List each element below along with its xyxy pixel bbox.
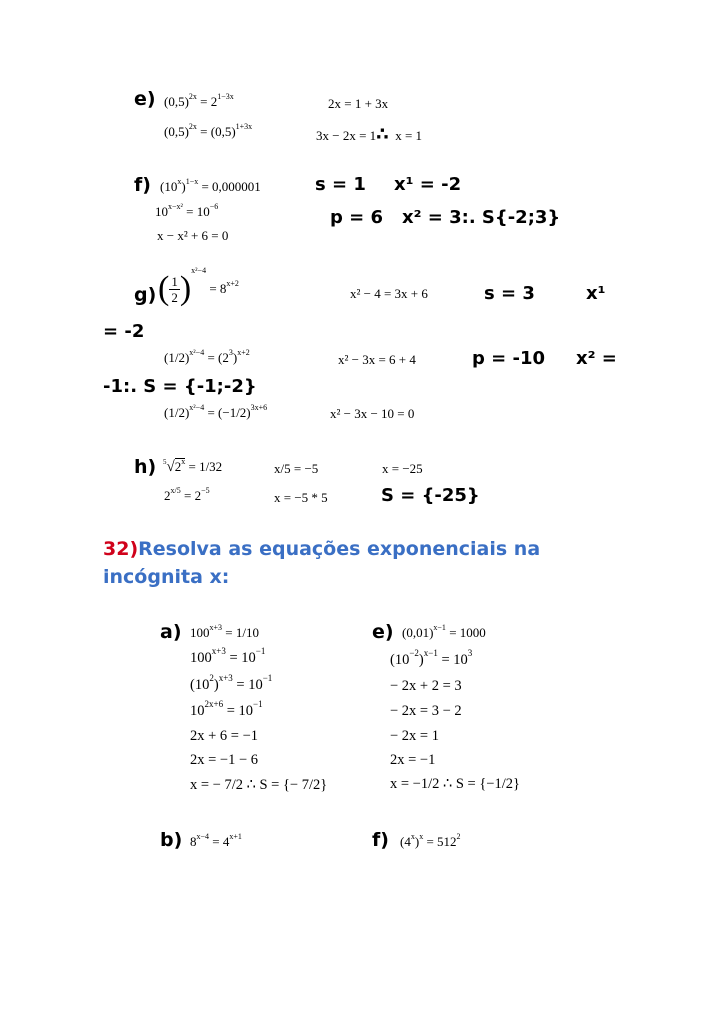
- item-b-label: b): [160, 829, 183, 851]
- item-h-step1: x/5 = −5: [274, 461, 319, 476]
- item-e2-label: e): [372, 621, 394, 643]
- item-a-line4: $10^{2x+6} = 10^{-1}$: [190, 699, 263, 719]
- item-e2-line1: $(0,01)^{x-1} = 1000$: [402, 623, 486, 640]
- item-e-right2: 3x − 2x = 1∴ x = 1: [316, 124, 423, 145]
- item-f-line3: x − x² + 6 = 0: [157, 228, 229, 243]
- item-g-step3: x² − 3x − 10 = 0: [330, 406, 415, 421]
- item-g-solution: -1:. S = {-1;-2}: [103, 376, 257, 397]
- item-e-label: e): [134, 88, 156, 110]
- item-a-solution: x = − 7/2 ∴ S = {− 7/2}: [190, 777, 328, 793]
- item-e-right1: 2x = 1 + 3x: [328, 96, 389, 111]
- item-e2-line6: 2x = −1: [390, 752, 436, 768]
- item-e2-solution: x = −1/2 ∴ S = {−1/2}: [390, 776, 520, 792]
- item-g-line1: ( $\frac{1}{2}$ )$^{x^2-4} = 8^{x+2}$: [158, 265, 239, 307]
- item-g-label: g): [134, 284, 157, 306]
- item-f2-equation: $(4^x)^x = 512^2$: [400, 832, 461, 849]
- question-32-heading: [103, 538, 540, 560]
- item-e2-line5: − 2x = 1: [390, 728, 439, 744]
- item-g-product: p = -10: [472, 348, 546, 369]
- item-f-line1: $(10^x)^{1-x} = 0,000001$: [160, 177, 261, 194]
- item-f-sum: s = 1: [315, 174, 366, 195]
- item-g-step1: x² − 4 = 3x + 6: [350, 286, 428, 301]
- item-b-equation: $8^{x-4} = 4^{x+1}$: [190, 832, 242, 849]
- item-g-step2: x² − 3x = 6 + 4: [338, 352, 416, 367]
- item-e-line2: $(0,5)^{2x} = (0,5)^{1+3x}$: [164, 122, 253, 139]
- item-e2-line4: − 2x = 3 − 2: [390, 703, 462, 719]
- item-h-step2: x = −5 * 5: [274, 490, 328, 505]
- question-title-line1: Resolva as equações exponenciais na: [138, 538, 541, 560]
- item-a-label: a): [160, 621, 182, 643]
- item-g-line2: $(1/2)^{x^2-4} = (2^3)^{x+2}$: [164, 348, 250, 365]
- item-a-line6: 2x = −1 − 6: [190, 752, 259, 768]
- item-h-step1-result: x = −25: [382, 461, 423, 476]
- item-a-line5: 2x + 6 = −1: [190, 728, 259, 744]
- question-number: 32): [103, 538, 139, 560]
- item-h-line2: $2^{x/5} = 2^{-5}$: [164, 486, 210, 503]
- item-f2-label: f): [372, 829, 389, 851]
- item-e-line1: $(0,5)^{2x} = 2^{1-3x}$: [164, 92, 234, 109]
- item-f-label: f): [134, 174, 151, 196]
- item-h-label: h): [134, 456, 157, 478]
- item-f-root2-solution: x² = 3:. S{-2;3}: [402, 207, 561, 228]
- item-g-root1-value: = -2: [103, 321, 145, 342]
- item-e2-line2: $(10^{-2})^{x-1} = 10^3$: [390, 648, 473, 668]
- item-g-sum: s = 3: [484, 283, 535, 304]
- item-g-line3: $(1/2)^{x^2-4} = (-1/2)^{3x+6}$: [164, 403, 268, 420]
- item-a-line1: $100^{x+3} = 1/10$: [190, 623, 259, 640]
- item-e2-line3: − 2x + 2 = 3: [390, 678, 462, 694]
- item-a-line2: $100^{x+3} = 10^{-1}$: [190, 646, 266, 666]
- item-f-line2: $10^{x-x^2} = 10^{-6}$: [155, 202, 219, 219]
- item-f-root1: x¹ = -2: [394, 174, 462, 195]
- item-h-line1: $^5$√2$^x$ = 1/32: [163, 457, 223, 475]
- question-title-line2: incógnita x:: [103, 566, 230, 588]
- item-g-root1: x¹: [586, 283, 606, 304]
- item-f-product: p = 6: [330, 207, 384, 228]
- item-g-root2: x² =: [576, 348, 617, 369]
- item-h-solution: S = {-25}: [381, 485, 480, 506]
- item-a-line3: $(10^2)^{x+3} = 10^{-1}$: [190, 673, 273, 693]
